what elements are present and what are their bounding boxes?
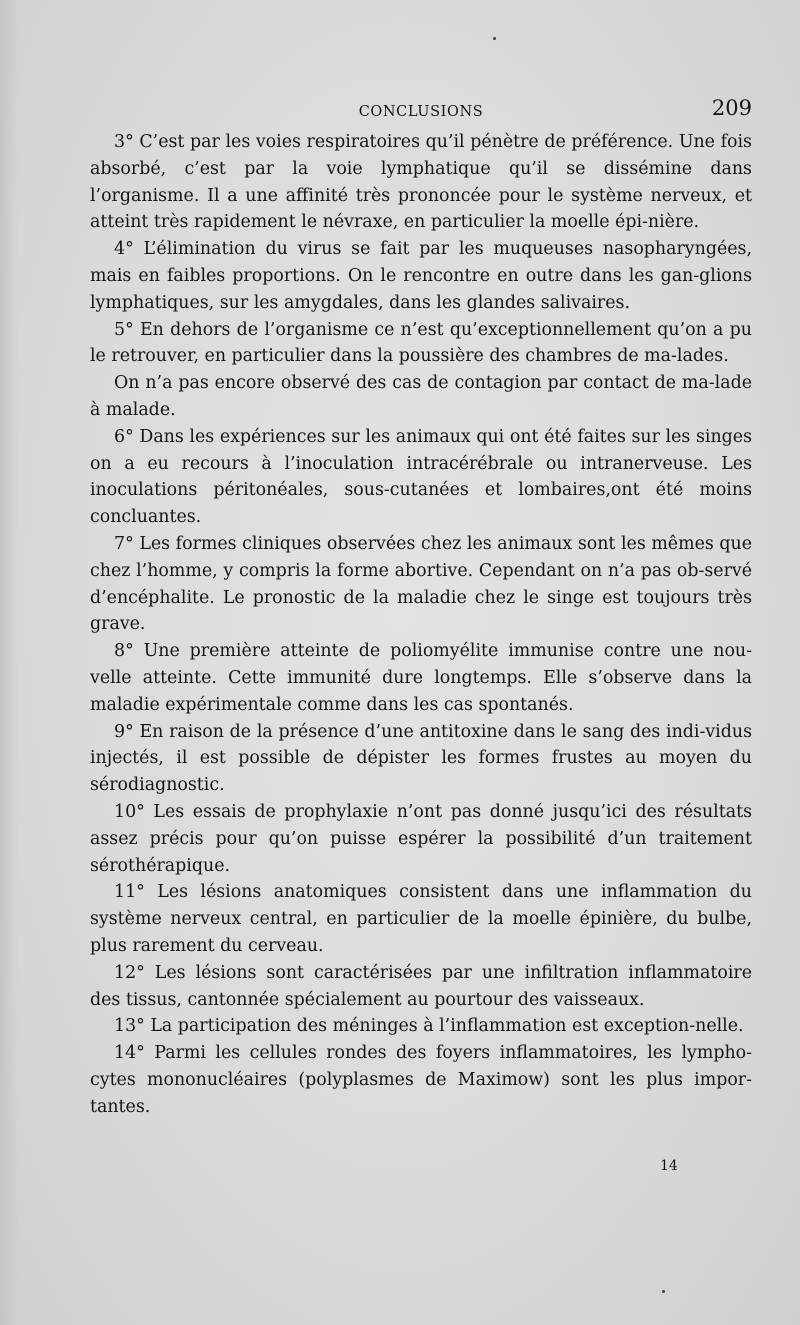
conclusion-paragraph-10: 10° Les essais de prophylaxie n’ont pas donné jusqu’ici des résultats assez précis pour qu’on puisse espérer la possibilité d’un traitement sérothérapique. [90, 801, 752, 876]
conclusion-paragraph-8: 8° Une première atteinte de poliomyélite immunise contre une nou-velle atteinte. Cette immunité dure longtemps. Elle s’observe dans la maladie expérimentale comme dans les cas spontanés. [90, 641, 752, 715]
conclusion-paragraph-7: 7° Les formes cliniques observées chez les animaux sont les mêmes que chez l’homme, y compris la forme abortive. Cependant on n’a pas ob-servé d’encéphalite. Le pronostic de la maladie chez le singe est toujours très grave. [90, 533, 752, 635]
conclusion-paragraph-14: 14° Parmi les cellules rondes des foyers inflammatoires, les lympho-cytes mononucléaires (polyplasmes de Maximow) sont les plus impor-tantes. [90, 1043, 752, 1117]
conclusion-paragraph-9: 9° En raison de la présence d’une antitoxine dans le sang des indi-vidus injectés, il est possible de dépister les formes frustes au moyen du sérodiagnostic. [90, 721, 752, 796]
page-number: 209 [711, 96, 752, 120]
running-title: CONCLUSIONS [358, 104, 484, 120]
conclusion-paragraph-4: 4° L’élimination du virus se fait par les muqueuses nasopharyngées, mais en faibles proportions. On le rencontre en outre dans les gan-glions lymphatiques, sur les amygdales, dans les glandes salivaires. [90, 239, 752, 313]
page-fold-shadow [0, 0, 18, 1325]
contagion-paragraph: On n’a pas encore observé des cas de contagion par contact de ma-lade à malade. [90, 373, 752, 420]
page-header [90, 96, 752, 126]
signature-mark: 14 [660, 1158, 678, 1174]
conclusion-paragraph-3: 3° C’est par les voies respiratoires qu’il pénètre de préférence. Une fois absorbé, c’est par la voie lymphatique qu’il se dissémine dans l’organisme. Il a une affinité très prononcée pour le système nerveux, et atteint très rapidement le névraxe, en particulier la moelle épi-nière. [90, 132, 752, 233]
conclusion-paragraph-6: 6° Dans les expériences sur les animaux qui ont été faites sur les singes on a eu recours à l’inoculation intracérébrale ou intranerveuse. Les inoculations péritonéales, sous-cutanées et lombaires,ont été moins concluantes. [90, 426, 752, 528]
paper-speck [662, 1290, 665, 1293]
conclusions-text [90, 129, 752, 1120]
conclusion-paragraph-12: 12° Les lésions sont caractérisées par une infiltration inflammatoire des tissus, cantonnée spécialement au pourtour des vaisseaux. [90, 962, 752, 1010]
conclusion-paragraph-13: 13° La participation des méninges à l’inflammation est exception-nelle. [114, 1016, 744, 1037]
conclusion-paragraph-11: 11° Les lésions anatomiques consistent dans une inflammation du système nerveux central, en particulier de la moelle épinière, du bulbe, plus rarement du cerveau. [90, 882, 752, 956]
conclusion-paragraph-5: 5° En dehors de l’organisme ce n’est qu’exceptionnellement qu’on a pu le retrouver, en particulier dans la poussière des chambres de ma-lades. [90, 319, 752, 367]
paper-speck [493, 37, 496, 40]
